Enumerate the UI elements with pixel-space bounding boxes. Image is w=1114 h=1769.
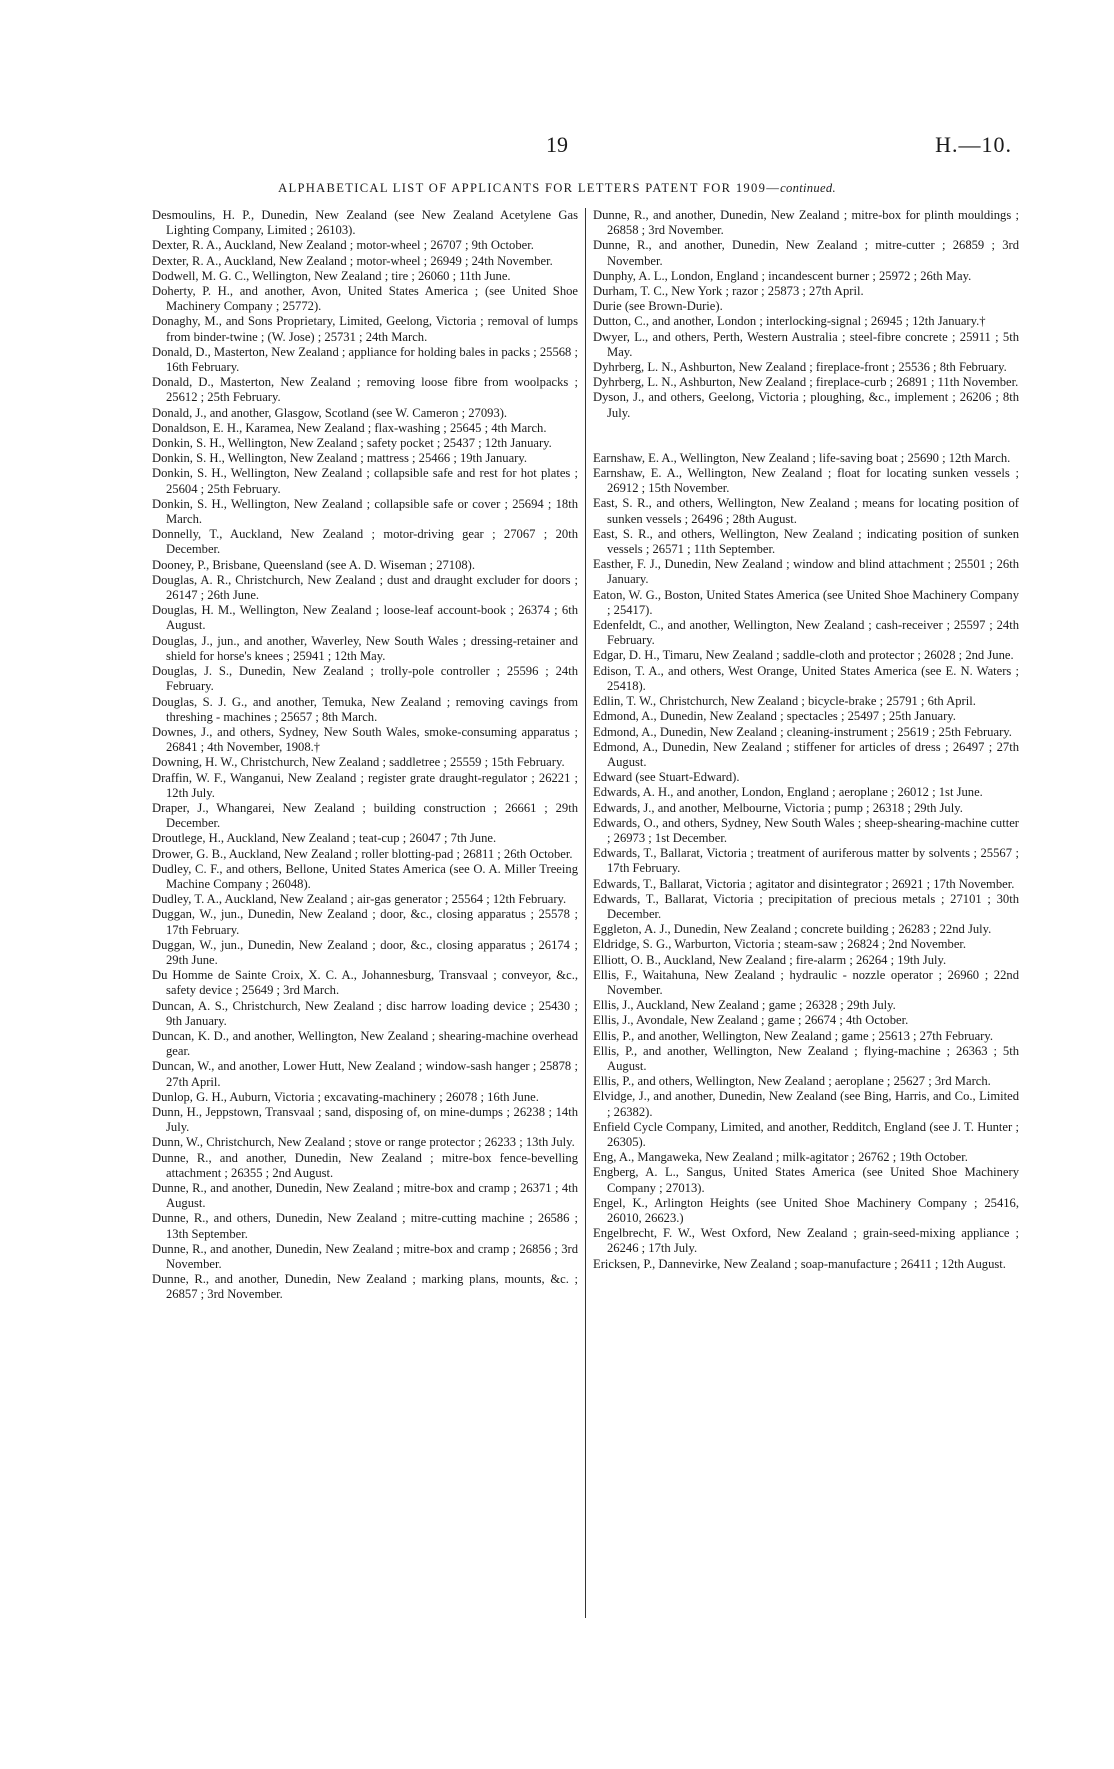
list-entry: East, S. R., and others, Wellington, New Zealand ; indicating position of sunken vessels ; 26571 ; 11th September. xyxy=(593,526,1019,557)
list-entry: Dunn, W., Christchurch, New Zealand ; stove or range protector ; 26233 ; 13th July. xyxy=(152,1135,575,1150)
list-entry: Edenfeldt, C., and another, Wellington, New Zealand ; cash-receiver ; 25597 ; 24th February. xyxy=(593,618,1019,648)
list-entry: Donnelly, T., Auckland, New Zealand ; motor-driving gear ; 27067 ; 20th December. xyxy=(152,527,578,557)
right-column xyxy=(593,208,1019,1272)
list-entry: Dunn, H., Jeppstown, Transvaal ; sand, disposing of, on mine-dumps ; 26238 ; 14th July. xyxy=(152,1104,578,1135)
list-entry: Douglas, S. J. G., and another, Temuka, New Zealand ; removing cavings from threshing - machines ; 25657 ; 8th March. xyxy=(152,694,578,724)
letter-section-gap xyxy=(593,421,1019,451)
list-entry: Engelbrecht, F. W., West Oxford, New Zealand ; grain-seed-mixing appliance ; 26246 ; 17th July. xyxy=(593,1226,1019,1256)
list-entry: Edlin, T. W., Christchurch, New Zealand ; bicycle-brake ; 25791 ; 6th April. xyxy=(593,694,976,709)
list-entry: Ellis, J., Avondale, New Zealand ; game ; 26674 ; 4th October. xyxy=(593,1013,909,1028)
list-entry: Duncan, W., and another, Lower Hutt, New Zealand ; window-sash hanger ; 25878 ; 27th April. xyxy=(152,1059,578,1089)
list-entry: Duggan, W., jun., Dunedin, New Zealand ; door, &c., closing apparatus ; 25578 ; 17th February. xyxy=(152,907,578,937)
list-entry: Douglas, J. S., Dunedin, New Zealand ; trolly-pole controller ; 25596 ; 24th February. xyxy=(152,664,578,694)
column-divider xyxy=(585,208,586,1618)
list-entry: Donaghy, M., and Sons Proprietary, Limited, Geelong, Victoria ; removal of lumps from binder-twine ; (W. Jose) ; 25731 ; 24th March. xyxy=(152,314,578,344)
list-entry: Edwards, J., and another, Melbourne, Victoria ; pump ; 26318 ; 29th July. xyxy=(593,800,963,815)
heading-continued: continued. xyxy=(780,181,836,195)
page-number: 19 xyxy=(546,132,568,157)
list-entry: Edwards, O., and others, Sydney, New South Wales ; sheep-shearing-machine cutter ; 26973 ; 1st December. xyxy=(593,815,1019,845)
list-entry: Dunne, R., and another, Dunedin, New Zealand ; mitre-box for plinth mouldings ; 26858 ; 3rd November. xyxy=(593,208,1019,238)
list-entry: Ellis, F., Waitahuna, New Zealand ; hydraulic - nozzle operator ; 26960 ; 22nd November. xyxy=(593,967,1019,997)
list-entry: Dudley, T. A., Auckland, New Zealand ; air-gas generator ; 25564 ; 12th February. xyxy=(152,892,567,907)
list-entry: Drower, G. B., Auckland, New Zealand ; roller blotting-pad ; 26811 ; 26th October. xyxy=(152,846,573,861)
list-entry: Donkin, S. H., Wellington, New Zealand ; mattress ; 25466 ; 19th January. xyxy=(152,451,527,466)
list-entry: Ellis, P., and others, Wellington, New Zealand ; aeroplane ; 25627 ; 3rd March. xyxy=(593,1074,991,1089)
list-entry: Dexter, R. A., Auckland, New Zealand ; motor-wheel ; 26949 ; 24th November. xyxy=(152,253,553,268)
list-entry: Eggleton, A. J., Dunedin, New Zealand ; concrete building ; 26283 ; 22nd July. xyxy=(593,922,992,937)
list-entry: Edison, T. A., and others, West Orange, United States America (see E. N. Waters ; 25418). xyxy=(593,663,1019,693)
list-entry: Duggan, W., jun., Dunedin, New Zealand ; door, &c., closing apparatus ; 26174 ; 29th June. xyxy=(152,937,578,967)
list-entry: Dwyer, L., and others, Perth, Western Australia ; steel-fibre concrete ; 25911 ; 5th May. xyxy=(593,329,1019,359)
list-entry: Dunne, R., and another, Dunedin, New Zealand ; mitre-box and cramp ; 26371 ; 4th August. xyxy=(152,1181,578,1211)
list-entry: Dunne, R., and others, Dunedin, New Zealand ; mitre-cutting machine ; 26586 ; 13th September. xyxy=(152,1211,578,1241)
list-entry: Durie (see Brown-Durie). xyxy=(593,299,723,314)
list-entry: Donald, D., Masterton, New Zealand ; removing loose fibre from woolpacks ; 25612 ; 25th February. xyxy=(152,375,578,405)
list-entry: Ellis, P., and another, Wellington, New Zealand ; flying-machine ; 26363 ; 5th August. xyxy=(593,1043,1019,1073)
list-entry: Earnshaw, E. A., Wellington, New Zealand ; float for locating sunken vessels ; 26912 ; 15th November. xyxy=(593,466,1019,496)
list-entry: Earnshaw, E. A., Wellington, New Zealand ; life-saving boat ; 25690 ; 12th March. xyxy=(593,450,1011,465)
list-entry: Ellis, J., Auckland, New Zealand ; game ; 26328 ; 29th July. xyxy=(593,998,896,1013)
list-entry: Easther, F. J., Dunedin, New Zealand ; window and blind attachment ; 25501 ; 26th January. xyxy=(593,557,1019,587)
list-entry: Donald, J., and another, Glasgow, Scotland (see W. Cameron ; 27093). xyxy=(152,405,508,420)
list-entry: Doherty, P. H., and another, Avon, United States America ; (see United Shoe Machinery Company ; 25772). xyxy=(152,284,578,314)
list-entry: Dunne, R., and another, Dunedin, New Zealand ; marking plans, mounts, &c. ; 26857 ; 3rd November. xyxy=(152,1272,578,1302)
list-entry: Douglas, J., jun., and another, Waverley, New South Wales ; dressing-retainer and shield for horse's knees ; 25941 ; 12th May. xyxy=(152,633,578,663)
list-entry: Donaldson, E. H., Karamea, New Zealand ; flax-washing ; 25645 ; 4th March. xyxy=(152,420,547,435)
list-entry: Dutton, C., and another, London ; interlocking-signal ; 26945 ; 12th January.† xyxy=(593,314,986,329)
list-entry: Durham, T. C., New York ; razor ; 25873 ; 27th April. xyxy=(593,284,864,299)
document-reference: H.—10. xyxy=(935,132,1012,157)
list-entry: Edwards, T., Ballarat, Victoria ; agitator and disintegrator ; 26921 ; 17th November. xyxy=(593,876,1015,891)
list-entry: Edward (see Stuart-Edward). xyxy=(593,770,740,785)
list-entry: Engel, K., Arlington Heights (see United Shoe Machinery Company ; 25416, 26010, 26623.) xyxy=(593,1195,1019,1225)
list-entry: Dunphy, A. L., London, England ; incandescent burner ; 25972 ; 26th May. xyxy=(593,268,972,283)
list-entry: Eldridge, S. G., Warburton, Victoria ; steam-saw ; 26824 ; 2nd November. xyxy=(593,937,967,952)
list-entry: Downing, H. W., Christchurch, New Zealand ; saddletree ; 25559 ; 15th February. xyxy=(152,755,565,770)
list-entry: Du Homme de Sainte Croix, X. C. A., Johannesburg, Transvaal ; conveyor, &c., safety device ; 25649 ; 3rd March. xyxy=(152,968,578,998)
list-entry: Edwards, T., Ballarat, Victoria ; treatment of auriferous matter by solvents ; 25567 ; 17th February. xyxy=(593,846,1019,876)
list-entry: Duncan, A. S., Christchurch, New Zealand ; disc harrow loading device ; 25430 ; 9th January. xyxy=(152,998,578,1028)
list-entry: Donkin, S. H., Wellington, New Zealand ; safety pocket ; 25437 ; 12th January. xyxy=(152,436,552,451)
list-entry: Duncan, K. D., and another, Wellington, New Zealand ; shearing-machine overhead gear. xyxy=(152,1028,578,1059)
list-entry: Dunne, R., and another, Dunedin, New Zealand ; mitre-box fence-bevelling attachment ; 26355 ; 2nd August. xyxy=(152,1150,578,1180)
list-entry: Dexter, R. A., Auckland, New Zealand ; motor-wheel ; 26707 ; 9th October. xyxy=(152,238,534,253)
list-entry: Edgar, D. H., Timaru, New Zealand ; saddle-cloth and protector ; 26028 ; 2nd June. xyxy=(593,648,1014,663)
list-entry: Ellis, P., and another, Wellington, New Zealand ; game ; 25613 ; 27th February. xyxy=(593,1028,994,1043)
list-entry: Donald, D., Masterton, New Zealand ; appliance for holding bales in packs ; 25568 ; 16th February. xyxy=(152,344,578,375)
list-entry: Donkin, S. H., Wellington, New Zealand ; collapsible safe and rest for hot plates ; 25604 ; 25th February. xyxy=(152,466,578,496)
list-entry: Edwards, T., Ballarat, Victoria ; precipitation of precious metals ; 27101 ; 30th December. xyxy=(593,891,1019,921)
list-entry: Dunne, R., and another, Dunedin, New Zealand ; mitre-box and cramp ; 26856 ; 3rd November. xyxy=(152,1241,578,1272)
list-entry: Douglas, A. R., Christchurch, New Zealand ; dust and draught excluder for doors ; 26147 ; 26th June. xyxy=(152,572,578,603)
list-entry: Dudley, C. F., and others, Bellone, United States America (see O. A. Miller Treeing Machine Company ; 26048). xyxy=(152,861,578,891)
list-entry: Edmond, A., Dunedin, New Zealand ; stiffener for articles of dress ; 26497 ; 27th August. xyxy=(593,739,1019,769)
list-entry: Dunne, R., and another, Dunedin, New Zealand ; mitre-cutter ; 26859 ; 3rd November. xyxy=(593,238,1019,268)
list-entry: Draffin, W. F., Wanganui, New Zealand ; register grate draught-regulator ; 26221 ; 12th July. xyxy=(152,770,578,800)
list-entry: East, S. R., and others, Wellington, New Zealand ; means for locating position of sunken vessels ; 26496 ; 28th August. xyxy=(593,496,1019,526)
list-entry: Downes, J., and others, Sydney, New South Wales, smoke-consuming apparatus ; 26841 ; 4th November, 1908.† xyxy=(152,724,578,755)
list-entry: Donkin, S. H., Wellington, New Zealand ; collapsible safe or cover ; 25694 ; 18th March. xyxy=(152,496,578,527)
list-entry: Dyhrberg, L. N., Ashburton, New Zealand ; fireplace-front ; 25536 ; 8th February. xyxy=(593,360,1007,375)
list-entry: Edmond, A., Dunedin, New Zealand ; spectacles ; 25497 ; 25th January. xyxy=(593,709,956,724)
list-entry: Enfield Cycle Company, Limited, and another, Redditch, England (see J. T. Hunter ; 26305). xyxy=(593,1119,1019,1149)
list-entry: Draper, J., Whangarei, New Zealand ; building construction ; 26661 ; 29th December. xyxy=(152,800,578,831)
list-entry: Dooney, P., Brisbane, Queensland (see A. D. Wiseman ; 27108). xyxy=(152,557,476,572)
list-entry: Edmond, A., Dunedin, New Zealand ; cleaning-instrument ; 25619 ; 25th February. xyxy=(593,724,1012,739)
list-entry: Elliott, O. B., Auckland, New Zealand ; fire-alarm ; 26264 ; 19th July. xyxy=(593,952,947,967)
list-entry: Edwards, A. H., and another, London, England ; aeroplane ; 26012 ; 1st June. xyxy=(593,785,983,800)
list-entry: Eng, A., Mangaweka, New Zealand ; milk-agitator ; 26762 ; 19th October. xyxy=(593,1150,968,1165)
left-column xyxy=(152,208,578,1303)
list-entry: Douglas, H. M., Wellington, New Zealand ; loose-leaf account-book ; 26374 ; 6th August. xyxy=(152,603,578,633)
list-entry: Ericksen, P., Dannevirke, New Zealand ; soap-manufacture ; 26411 ; 12th August. xyxy=(593,1256,1006,1271)
list-entry: Desmoulins, H. P., Dunedin, New Zealand (see New Zealand Acetylene Gas Lighting Company, Limited ; 26103). xyxy=(152,208,578,238)
list-entry: Dyson, J., and others, Geelong, Victoria ; ploughing, &c., implement ; 26206 ; 8th July. xyxy=(593,390,1019,420)
list-entry: Droutlege, H., Auckland, New Zealand ; teat-cup ; 26047 ; 7th June. xyxy=(152,831,497,846)
heading-main: ALPHABETICAL LIST OF APPLICANTS FOR LETTERS PATENT FOR 1909— xyxy=(278,181,781,195)
list-entry: Eaton, W. G., Boston, United States America (see United Shoe Machinery Company ; 25417). xyxy=(593,587,1019,617)
list-entry: Engberg, A. L., Sangus, United States America (see United Shoe Machinery Company ; 27013). xyxy=(593,1165,1019,1195)
list-entry: Dunlop, G. H., Auburn, Victoria ; excavating-machinery ; 26078 ; 16th June. xyxy=(152,1089,539,1104)
list-entry: Elvidge, J., and another, Dunedin, New Zealand (see Bing, Harris, and Co., Limited ; 26382). xyxy=(593,1089,1019,1119)
list-entry: Dodwell, M. G. C., Wellington, New Zealand ; tire ; 26060 ; 11th June. xyxy=(152,268,511,283)
page-heading xyxy=(0,181,1114,196)
list-entry: Dyhrberg, L. N., Ashburton, New Zealand ; fireplace-curb ; 26891 ; 11th November. xyxy=(593,375,1019,390)
